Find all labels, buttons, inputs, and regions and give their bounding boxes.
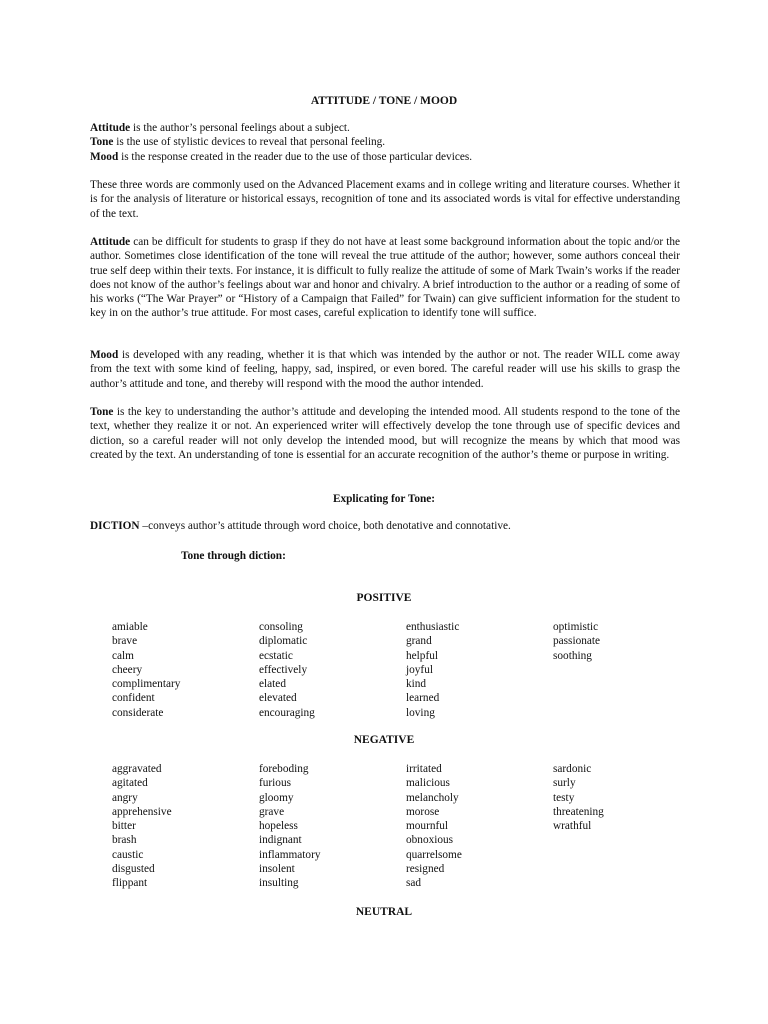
word-column: [112, 762, 259, 891]
word: soothing: [553, 649, 592, 662]
word: aggravated: [112, 763, 162, 775]
word: apprehensive: [112, 805, 172, 818]
paragraph-text: is developed with any reading, whether it is that which was intended by the author or not. The reader WILL come away from the text with some kind of feeling, happy, sad, inspired, or even bored. The careful reader will use his skills to grasp the author’s attitude and tone, and thereby will respond with the mood the author intended.: [90, 349, 680, 390]
negative-heading: NEGATIVE: [353, 734, 415, 746]
word: kind: [406, 678, 427, 691]
word: flippant: [112, 877, 148, 890]
paragraph-term: Attitude: [90, 236, 131, 248]
word: wrathful: [553, 820, 592, 833]
word: enthusiastic: [406, 621, 460, 633]
word: confident: [112, 692, 155, 705]
word: encouraging: [259, 706, 315, 719]
word: melancholy: [406, 791, 459, 804]
word: testy: [553, 791, 575, 804]
word: optimistic: [553, 621, 599, 633]
word-column: [112, 620, 259, 720]
word: diplomatic: [259, 635, 308, 648]
paragraph-term: Mood: [90, 349, 119, 361]
word-column: [553, 620, 693, 720]
intro-paragraph: These three words are commonly used on the Advanced Placement exams and in college writing and literature courses. Whether it is for the analysis of literature or historical essays, recognition of tone and its associated words is vital for effective understanding of the text.: [90, 179, 680, 220]
word: inflammatory: [259, 848, 321, 861]
word: insulting: [259, 877, 299, 890]
tone-through-diction-heading: Tone through diction:: [181, 550, 286, 562]
neutral-heading: NEUTRAL: [355, 906, 413, 918]
word: agitated: [112, 777, 148, 790]
definition-text: is the response created in the reader due to the use of those particular devices.: [118, 150, 473, 163]
word: helpful: [406, 649, 438, 662]
word-column: [553, 762, 693, 891]
word: bitter: [112, 820, 136, 833]
word: indignant: [259, 834, 302, 847]
word: brave: [112, 635, 138, 648]
definitions-block: [90, 121, 690, 164]
positive-word-list: [112, 620, 693, 720]
word: sardonic: [553, 763, 592, 775]
definition-text: is the author’s personal feelings about a subject.: [130, 122, 350, 134]
word: sad: [406, 877, 422, 890]
word: gloomy: [259, 791, 294, 804]
word: cheery: [112, 663, 143, 676]
diction-line: [90, 519, 690, 533]
tone-paragraph: [90, 405, 680, 462]
word: effectively: [259, 663, 308, 676]
word: morose: [406, 805, 440, 818]
word-column: [406, 620, 553, 720]
explicating-heading: Explicating for Tone:: [332, 493, 436, 505]
word: insolent: [259, 863, 295, 876]
word: complimentary: [112, 678, 181, 691]
word: considerate: [112, 706, 164, 719]
word: threatening: [553, 805, 604, 818]
mood-paragraph: [90, 348, 680, 391]
word: malicious: [406, 777, 450, 790]
word: grand: [406, 635, 432, 648]
paragraph-term: Tone: [90, 406, 114, 418]
definition-term: Attitude: [90, 122, 131, 134]
word: elated: [259, 678, 286, 691]
word: ecstatic: [259, 649, 293, 662]
word: passionate: [553, 635, 601, 648]
word: elevated: [259, 692, 297, 705]
word: foreboding: [259, 763, 309, 775]
page-title: ATTITUDE / TONE / MOOD: [310, 95, 458, 107]
word: hopeless: [259, 820, 298, 833]
word: surly: [553, 777, 576, 790]
definition-tone: [90, 135, 690, 149]
word-column: [259, 620, 406, 720]
word: resigned: [406, 863, 445, 876]
word: joyful: [406, 663, 433, 676]
word: caustic: [112, 848, 144, 861]
word: amiable: [112, 621, 148, 633]
word: brash: [112, 834, 137, 847]
diction-text: –conveys author’s attitude through word choice, both denotative and connotative.: [139, 520, 511, 532]
definition-text: is the use of stylistic devices to reveal that personal feeling.: [113, 136, 386, 149]
attitude-paragraph: [90, 235, 680, 321]
word: disgusted: [112, 863, 155, 876]
diction-term: DICTION: [90, 520, 140, 532]
word: learned: [406, 692, 440, 705]
word-column: [406, 762, 553, 891]
word: obnoxious: [406, 834, 454, 847]
word: angry: [112, 791, 138, 804]
word: irritated: [406, 763, 442, 775]
word: quarrelsome: [406, 848, 462, 861]
negative-word-list: [112, 762, 693, 891]
positive-heading: POSITIVE: [356, 592, 412, 604]
definition-attitude: [90, 121, 690, 135]
definition-term: Tone: [90, 136, 114, 149]
paragraph-text: is the key to understanding the author’s attitude and developing the intended mood. All students respond to the tone of the text, whether they realize it or not. An experienced writer will effectively develop the tone through use of specific devices and diction, so a careful reader will not only develop the intended mood, but will recognize the means by which that mood was created by the text. An understanding of tone is essential for an accurate recognition of the author’s theme or purpose in writing.: [90, 406, 680, 461]
word-column: [259, 762, 406, 891]
word: loving: [406, 706, 435, 719]
word: calm: [112, 649, 134, 662]
word: consoling: [259, 621, 303, 633]
paragraph-text: can be difficult for students to grasp if they do not have at least some background information about the topic and/or the author. Sometimes close identification of the tone will reveal the true attitude of the author; however, some authors conceal their true self deep within their texts. For instance, it is difficult to fully realize the attitude of some of Mark Twain’s works if the reader does not know of the author’s feelings about war and honor and chivalry. A brief introduction to the author or a reading of some of his works (“The War Prayer” or “History of a Campaign that Failed” for Twain) can give sufficient information for the student to key in on the author’s true attitude. For most cases, careful explication to identify tone will suffice.: [90, 236, 680, 320]
word: mournful: [406, 820, 449, 833]
word: grave: [259, 805, 285, 818]
word: furious: [259, 777, 292, 790]
definition-term: Mood: [90, 150, 119, 163]
definition-mood: [90, 150, 690, 164]
